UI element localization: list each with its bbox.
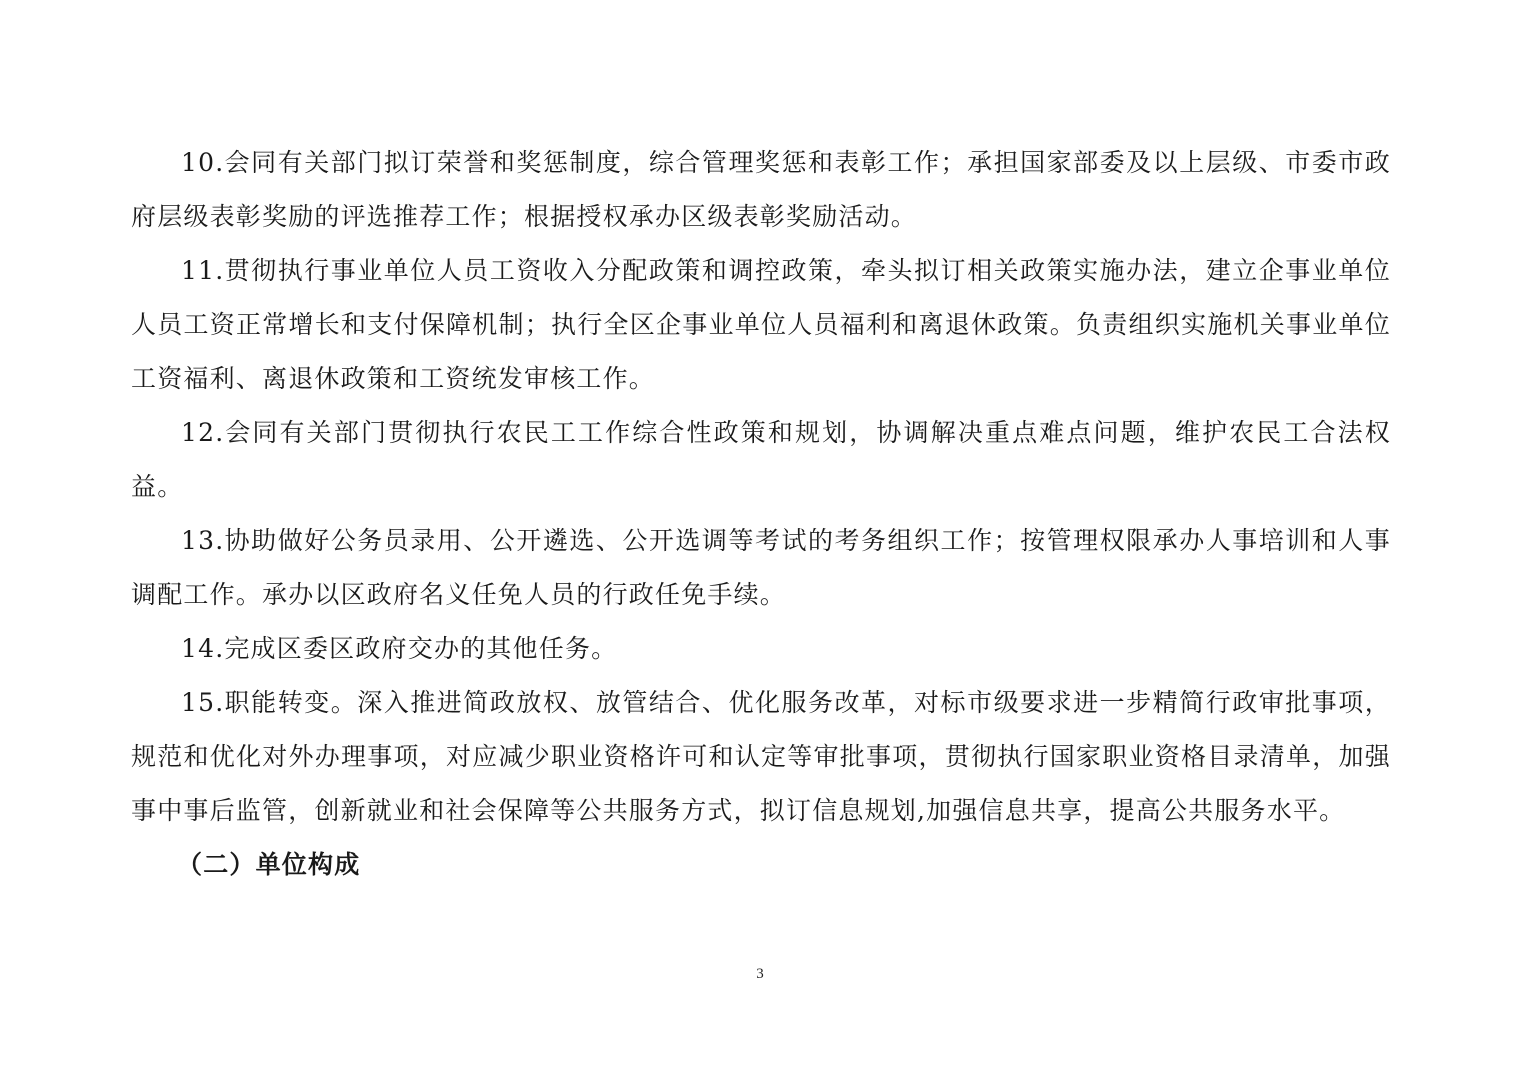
document-body	[131, 136, 1391, 892]
page-number: 3	[756, 966, 764, 982]
paragraph-item-12: 12.会同有关部门贯彻执行农民工工作综合性政策和规划，协调解决重点难点问题，维护农民工合法权益。	[131, 418, 1391, 501]
paragraph-item-11: 11.贯彻执行事业单位人员工资收入分配政策和调控政策，牵头拟订相关政策实施办法，建立企事业单位人员工资正常增长和支付保障机制；执行全区企事业单位人员福利和离退休政策。负责组织实施机关事业单位工资福利、离退休政策和工资统发审核工作。	[131, 256, 1391, 393]
paragraph-item-10: 10.会同有关部门拟订荣誉和奖惩制度，综合管理奖惩和表彰工作；承担国家部委及以上层级、市委市政府层级表彰奖励的评选推荐工作；根据授权承办区级表彰奖励活动。	[131, 148, 1391, 231]
section-heading: （二）单位构成	[177, 850, 361, 879]
paragraph-item-13: 13.协助做好公务员录用、公开遴选、公开选调等考试的考务组织工作；按管理权限承办人事培训和人事调配工作。承办以区政府名义任免人员的行政任免手续。	[131, 526, 1391, 609]
paragraph-item-15: 15.职能转变。深入推进简政放权、放管结合、优化服务改革，对标市级要求进一步精简行政审批事项，规范和优化对外办理事项，对应减少职业资格许可和认定等审批事项，贯彻执行国家职业资格目录清单，加强事中事后监管，创新就业和社会保障等公共服务方式，拟订信息规划,加强信息共享，提高公共服务水平。	[131, 688, 1391, 825]
paragraph-item-14: 14.完成区委区政府交办的其他任务。	[181, 634, 618, 663]
